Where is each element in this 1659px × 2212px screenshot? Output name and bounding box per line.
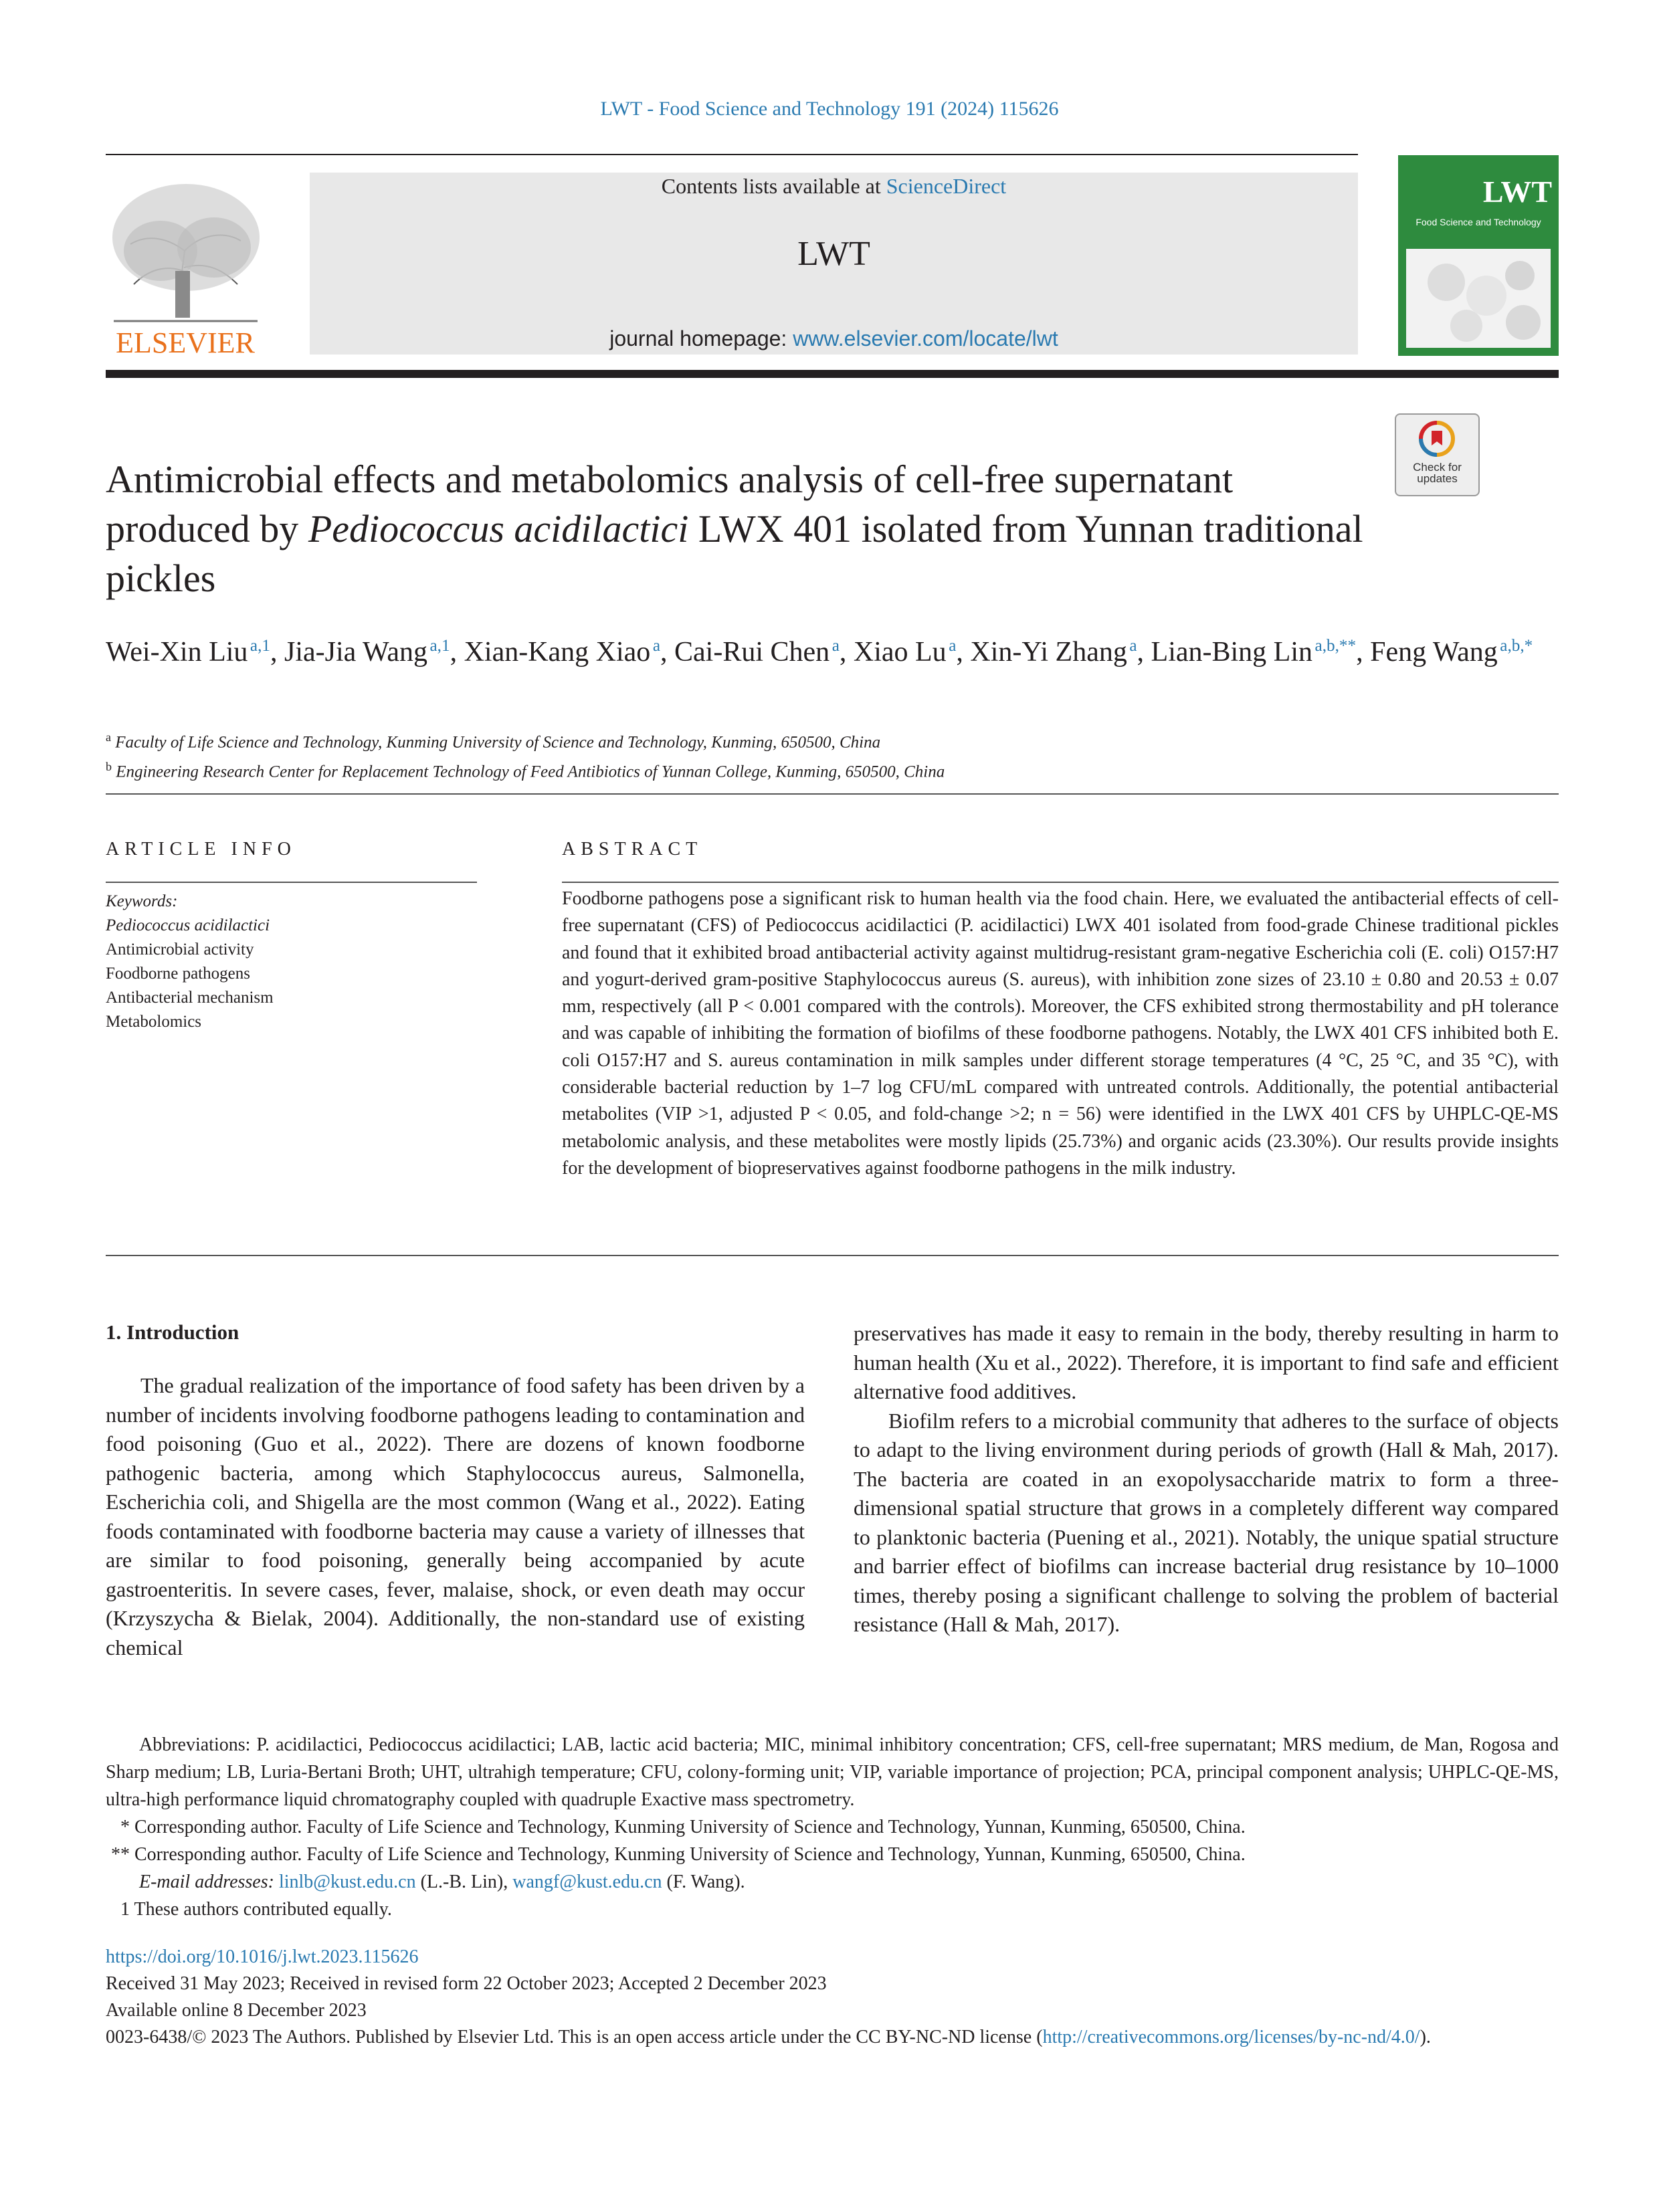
section-divider [106, 793, 1559, 795]
affiliation-b-text: Engineering Research Center for Replacement Technology of Feed Antibiotics of Yunnan College, Kunming, 650500, China [116, 763, 945, 781]
license-suffix: ). [1420, 2027, 1431, 2047]
author-affiliation-marker[interactable]: a [1129, 637, 1137, 655]
author-name[interactable]: Wei-Xin Liu [106, 637, 248, 668]
right-column [854, 1319, 1559, 1639]
keywords-label: Keywords: [106, 892, 178, 910]
homepage-line [310, 326, 1358, 351]
available-online: Available online 8 December 2023 [106, 2000, 367, 2021]
keyword-item: Metabolomics [106, 1013, 202, 1031]
left-column [106, 1371, 805, 1662]
keyword-item: Foodborne pathogens [106, 965, 250, 983]
email-line [106, 1868, 1559, 1896]
email-link[interactable]: wangf@kust.edu.cn [512, 1872, 662, 1892]
license-link[interactable]: http://creativecommons.org/licenses/by-nc-nd/4.0/ [1042, 2027, 1420, 2047]
author-name[interactable]: Xian-Kang Xiao [464, 637, 651, 668]
title-part-1: Antimicrobial effects and metabolomics analysis of cell-free supernatant produced by [106, 458, 1234, 550]
intro-paragraph: The gradual realization of the importance of food safety has been driven by a number of incidents involving foodborne pathogens leading to contamination and food poisoning (Guo et al., 2022). There are dozens of known foodborne pathogenic bacteria, among which Staphylococcus aureus, Salmonella, Escherichia coli, and Shigella are the most common (Wang et al., 2022). Eating foods contaminated with foodborne bacteria may cause a variety of illnesses that are similar to food poisoning, generally being accompanied by acute gastroenteritis. In severe cases, fever, malaise, shock, or even death may occur (Krzyszycha & Bielak, 2004). Additionally, the non-standard use of existing chemical [106, 1373, 805, 1660]
elsevier-wordmark: ELSEVIER [116, 326, 255, 359]
author-affiliation-marker[interactable]: a,b,* [1500, 637, 1533, 655]
author-affiliation-marker[interactable]: a,1 [429, 637, 450, 655]
journal-cover[interactable] [1398, 155, 1559, 356]
check-for-updates-icon[interactable] [1395, 413, 1480, 496]
intro-paragraph: preservatives has made it easy to remain in the body, thereby resulting in harm to human health (Xu et al., 2022). Therefore, it is important to find safe and efficient alternative food additives. [854, 1321, 1559, 1403]
affiliation-a-text: Faculty of Life Science and Technology, Kunming University of Science and Technology, Kunming, 650500, China [115, 733, 881, 752]
journal-reference[interactable]: LWT - Food Science and Technology 191 (2024) 115626 [600, 98, 1059, 120]
keyword-item: Pediococcus acidilactici [106, 916, 270, 934]
author-affiliation-marker[interactable]: a,1 [250, 637, 270, 655]
introduction-heading: 1. Introduction [106, 1320, 239, 1344]
cover-subtitle: Food Science and Technology [1416, 217, 1541, 227]
journal-name: LWT [797, 235, 870, 273]
affiliation-b: $^b$ Engineering Research Center for Replacement Technology of Feed Antibiotics of Yunnan College, Kunming, 650500, China [106, 760, 945, 781]
check-updates-label: Check for updates [1413, 461, 1462, 485]
author-name[interactable]: Feng Wang [1370, 637, 1498, 668]
cover-image [1406, 249, 1551, 348]
license-line [106, 2024, 1559, 2051]
article-history: Received 31 May 2023; Received in revised form 22 October 2023; Accepted 2 December 2023 [106, 1973, 827, 1994]
author-affiliation-marker[interactable]: a [652, 637, 661, 655]
keyword-item: Antibacterial mechanism [106, 989, 274, 1007]
article-metadata [106, 1944, 1559, 2051]
email-link[interactable]: linlb@kust.edu.cn [278, 1872, 416, 1892]
author-list: Wei-Xin Liu $^{a,1}$, Jia-Jia Wang $^{a,1}$, Xian-Kang Xiao $^a$, Cai-Rui Chen $^a$, Xiao Lu $^a$, Xin-Yi Zhang $^a$, Lian-Bing Lin $^{a,b,**}$, Feng Wang $^{a,b,*}$ [106, 637, 1533, 668]
abbreviations-note: Abbreviations: P. acidilactici, Pediococcus acidilactici; LAB, lactic acid bacteria; MIC, minimal inhibitory concentration; CFS, cell-free supernatant; MRS medium, de Man, Rogosa and Sharp medium; LB, Luria-Bertani Broth; UHT, ultrahigh temperature; CFU, colony-forming unit; VIP, variable importance of projection; PCA, principal component analysis; UHPLC-QE-MS, ultra-high performance liquid chromatography coupled with quadruple Exactive mass spectrometry. [106, 1734, 1559, 1810]
article-title [106, 455, 1377, 603]
equal-contribution-note: 1 These authors contributed equally. [120, 1899, 392, 1920]
article-info-heading: ARTICLE INFO [106, 839, 296, 860]
email-owner: (F. Wang). [662, 1872, 745, 1892]
title-species: Pediococcus acidilactici [308, 507, 689, 550]
author-name[interactable]: Jia-Jia Wang [284, 637, 427, 668]
email-owner: (L.-B. Lin), [415, 1872, 513, 1892]
elsevier-tree-logo [100, 171, 271, 361]
keyword-item: Antimicrobial activity [106, 940, 254, 959]
abstract-heading: ABSTRACT [562, 839, 703, 860]
affiliation-a: $^a$ Faculty of Life Science and Technology, Kunming University of Science and Technology, Kunming, 650500, China [106, 730, 881, 752]
author-affiliation-marker[interactable]: a,b,** [1314, 637, 1357, 655]
corresponding-author-note: * Corresponding author. Faculty of Life Science and Technology, Kunming University of Science and Technology, Yunnan, Kunming, 650500, China. [120, 1817, 1246, 1837]
abstract-rule [562, 882, 1559, 883]
keywords-block [106, 890, 477, 1034]
cover-title: LWT [1482, 175, 1552, 209]
article-info-rule [106, 882, 477, 883]
sciencedirect-link[interactable]: ScienceDirect [886, 174, 1007, 198]
homepage-prefix: journal homepage: [609, 326, 793, 350]
author-affiliation-marker[interactable]: a [949, 637, 957, 655]
email-label: E-mail addresses: [139, 1872, 279, 1892]
contents-line [310, 174, 1358, 199]
author-name[interactable]: Xin-Yi Zhang [970, 637, 1127, 668]
license-prefix: 0023-6438/© 2023 The Authors. Published by Elsevier Ltd. This is an open access article under the CC BY-NC-ND license ( [106, 2027, 1043, 2047]
author-affiliation-marker[interactable]: a [832, 637, 840, 655]
doi-link[interactable]: https://doi.org/10.1016/j.lwt.2023.115626 [106, 1946, 419, 1967]
intro-paragraph: Biofilm refers to a microbial community that adheres to the surface of objects to adapt to the living environment during periods of growth (Hall & Mah, 2017). The bacteria are coated in an exopolysaccharide matrix to form a three-dimensional spatial structure that grows in a completely different way compared to planktonic bacteria (Puening et al., 2021). Notably, the unique spatial structure and barrier effect of biofilms can increase bacterial drug resistance by 10–1000 times, thereby posing a significant challenge to solving the problem of bacterial resistance (Hall & Mah, 2017). [854, 1408, 1559, 1636]
title-part-2: LWX 401 isolated from Yunnan traditional pickles [106, 507, 1363, 600]
author-name[interactable]: Lian-Bing Lin [1151, 637, 1313, 668]
header-rule [106, 154, 1358, 155]
homepage-link[interactable]: www.elsevier.com/locate/lwt [793, 326, 1058, 350]
corresponding-author-note: ** Corresponding author. Faculty of Life Science and Technology, Kunming University of Science and Technology, Yunnan, Kunming, 650500, China. [111, 1844, 1246, 1865]
affiliations [106, 725, 1559, 785]
contents-prefix: Contents lists available at [661, 174, 886, 198]
author-name[interactable]: Cai-Rui Chen [674, 637, 830, 668]
abstract-text: Foodborne pathogens pose a significant risk to human health via the food chain. Here, we evaluated the antibacterial effects of cell-free supernatant (CFS) of Pediococcus acidilactici (P. acidilactici) LWX 401 isolated from food-grade Chinese traditional pickles and found that it exhibited broad antibacterial activity against multidrug-resistant gram-negative Escherichia coli (E. coli) O157:H7 and yogurt-derived gram-positive Staphylococcus aureus (S. aureus), with inhibition zone sizes of 23.10 ± 0.80 and 20.53 ± 0.07 mm, respectively (all P < 0.001 compared with the controls). Moreover, the CFS exhibited strong thermostability and pH tolerance and was capable of inhibiting the formation of biofilms of these foodborne pathogens. Notably, the LWX 401 CFS inhibited both E. coli O157:H7 and S. aureus contamination in milk samples under different storage temperatures (4 °C, 25 °C, and 35 °C), with considerable bacterial reduction by 1–7 log CFU/mL compared with untreated controls. Additionally, the potential antibacterial metabolites (VIP >1, adjusted P < 0.05, and fold-change >2; n = 56) were identified in the LWX 401 CFS by UHPLC-QE-MS metabolomic analysis, and these metabolites were mostly lipids (25.73%) and organic acids (23.30%). Our results provide insights for the development of biopreservatives against foodborne pathogens in the milk industry. [562, 888, 1559, 1179]
header-thick-rule [106, 370, 1559, 378]
footnotes [106, 1731, 1559, 1923]
author-name[interactable]: Xiao Lu [853, 637, 947, 668]
abstract-bottom-rule [106, 1255, 1559, 1256]
